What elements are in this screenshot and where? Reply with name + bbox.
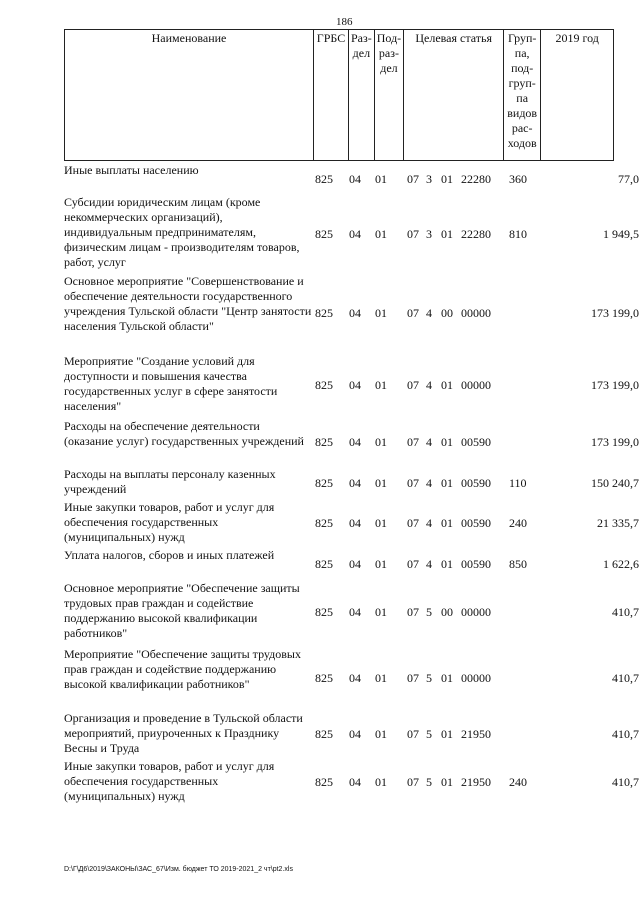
row-grbs: 825 xyxy=(315,227,333,241)
row-cs-subprogram: 5 xyxy=(426,671,432,685)
header-grbs: ГРБС xyxy=(314,30,349,161)
row-razdel: 04 xyxy=(349,727,361,741)
row-name: Основное мероприятие "Совершенствование и обеспечение деятельности государственного учреждения Тульской области "Центр занятости населения Тульской области" xyxy=(64,274,312,333)
row-podrazdel: 01 xyxy=(375,476,387,490)
row-cs-direction: 21950 xyxy=(461,727,491,741)
row-name: Субсидии юридическим лицам (кроме некоммерческих организаций), индивидуальным предпринимателям, физическим лицам - производителям товаров, работ, услуг xyxy=(64,195,300,269)
row-podrazdel: 01 xyxy=(375,378,387,392)
row-cs-program: 07 xyxy=(407,227,419,241)
row-grbs: 825 xyxy=(315,671,333,685)
row-name: Иные выплаты населению xyxy=(64,163,199,177)
row-cs-subprogram: 5 xyxy=(426,775,432,789)
header-name: Наименование xyxy=(65,30,314,161)
row-cs-program: 07 xyxy=(407,671,419,685)
row-vid: 360 xyxy=(509,172,527,186)
row-grbs: 825 xyxy=(315,516,333,530)
row-cs-program: 07 xyxy=(407,172,419,186)
row-sum: 410,7 xyxy=(612,727,639,741)
row-name: Иные закупки товаров, работ и услуг для обеспечения государственных (муниципальных) нужд xyxy=(64,759,275,803)
row-podrazdel: 01 xyxy=(375,227,387,241)
row-name: Расходы на обеспечение деятельности (оказание услуг) государственных учреждений xyxy=(64,419,304,448)
row-cs-event: 01 xyxy=(441,516,453,530)
row-podrazdel: 01 xyxy=(375,727,387,741)
row-razdel: 04 xyxy=(349,172,361,186)
row-sum: 173 199,0 xyxy=(591,306,639,320)
row-cs-subprogram: 4 xyxy=(426,476,432,490)
row-cs-event: 01 xyxy=(441,227,453,241)
row-podrazdel: 01 xyxy=(375,306,387,320)
row-razdel: 04 xyxy=(349,671,361,685)
row-cs-program: 07 xyxy=(407,476,419,490)
row-sum: 21 335,7 xyxy=(597,516,639,530)
row-razdel: 04 xyxy=(349,306,361,320)
row-razdel: 04 xyxy=(349,476,361,490)
header-target-article: Целевая статья xyxy=(404,30,504,161)
row-cs-direction: 22280 xyxy=(461,227,491,241)
row-sum: 150 240,7 xyxy=(591,476,639,490)
row-cs-subprogram: 5 xyxy=(426,727,432,741)
file-path-footer: D:\Г\Д6\2019\ЗАКОНЫ\ЗАС_67\Изм. бюджет ТО 2019-2021_2 чт\pt2.xls xyxy=(64,866,293,873)
row-cs-subprogram: 4 xyxy=(426,378,432,392)
row-cs-direction: 21950 xyxy=(461,775,491,789)
row-grbs: 825 xyxy=(315,306,333,320)
row-cs-event: 01 xyxy=(441,378,453,392)
row-cs-event: 01 xyxy=(441,775,453,789)
row-cs-direction: 00590 xyxy=(461,435,491,449)
row-podrazdel: 01 xyxy=(375,605,387,619)
row-cs-event: 01 xyxy=(441,172,453,186)
row-grbs: 825 xyxy=(315,727,333,741)
header-razdel: Раз- дел xyxy=(349,30,375,161)
row-cs-subprogram: 5 xyxy=(426,605,432,619)
row-name: Мероприятие "Обеспечение защиты трудовых прав граждан и содействие поддержанию высокой квалификации работников" xyxy=(64,647,301,691)
row-cs-direction: 00590 xyxy=(461,516,491,530)
row-cs-program: 07 xyxy=(407,435,419,449)
row-grbs: 825 xyxy=(315,557,333,571)
row-podrazdel: 01 xyxy=(375,435,387,449)
row-podrazdel: 01 xyxy=(375,172,387,186)
row-cs-direction: 00000 xyxy=(461,306,491,320)
header-vid: Груп- па, под- груп- па видов рас- ходов xyxy=(504,30,541,161)
row-cs-program: 07 xyxy=(407,557,419,571)
row-sum: 173 199,0 xyxy=(591,435,639,449)
row-cs-program: 07 xyxy=(407,516,419,530)
row-cs-direction: 00000 xyxy=(461,671,491,685)
row-grbs: 825 xyxy=(315,476,333,490)
row-sum: 173 199,0 xyxy=(591,378,639,392)
row-cs-program: 07 xyxy=(407,306,419,320)
table-header xyxy=(64,29,614,161)
row-grbs: 825 xyxy=(315,172,333,186)
page-number: 186 xyxy=(336,16,353,28)
row-razdel: 04 xyxy=(349,775,361,789)
row-razdel: 04 xyxy=(349,605,361,619)
row-sum: 410,7 xyxy=(612,671,639,685)
row-razdel: 04 xyxy=(349,378,361,392)
row-cs-direction: 00000 xyxy=(461,605,491,619)
row-cs-direction: 00590 xyxy=(461,557,491,571)
row-cs-program: 07 xyxy=(407,378,419,392)
row-razdel: 04 xyxy=(349,227,361,241)
row-cs-subprogram: 3 xyxy=(426,172,432,186)
row-razdel: 04 xyxy=(349,435,361,449)
row-razdel: 04 xyxy=(349,557,361,571)
row-cs-direction: 00590 xyxy=(461,476,491,490)
row-cs-subprogram: 4 xyxy=(426,435,432,449)
row-sum: 1 949,5 xyxy=(603,227,639,241)
row-cs-program: 07 xyxy=(407,605,419,619)
row-cs-event: 00 xyxy=(441,306,453,320)
row-sum: 77,0 xyxy=(618,172,639,186)
row-name: Организация и проведение в Тульской области мероприятий, приуроченных к Празднику Весны и Труда xyxy=(64,711,303,755)
row-grbs: 825 xyxy=(315,435,333,449)
row-podrazdel: 01 xyxy=(375,775,387,789)
row-cs-subprogram: 3 xyxy=(426,227,432,241)
row-cs-event: 01 xyxy=(441,671,453,685)
row-podrazdel: 01 xyxy=(375,557,387,571)
row-cs-event: 01 xyxy=(441,557,453,571)
row-podrazdel: 01 xyxy=(375,671,387,685)
row-name: Уплата налогов, сборов и иных платежей xyxy=(64,548,275,562)
row-podrazdel: 01 xyxy=(375,516,387,530)
row-cs-direction: 00000 xyxy=(461,378,491,392)
row-cs-subprogram: 4 xyxy=(426,306,432,320)
row-vid: 850 xyxy=(509,557,527,571)
row-name: Основное мероприятие "Обеспечение защиты трудовых прав граждан и содействие поддержанию высокой квалификации работников" xyxy=(64,581,300,640)
row-cs-subprogram: 4 xyxy=(426,516,432,530)
row-name: Иные закупки товаров, работ и услуг для обеспечения государственных (муниципальных) нужд xyxy=(64,500,275,544)
header-podrazdel: Под- раз- дел xyxy=(374,30,403,161)
row-razdel: 04 xyxy=(349,516,361,530)
row-sum: 1 622,6 xyxy=(603,557,639,571)
row-vid: 110 xyxy=(509,476,527,490)
row-cs-event: 01 xyxy=(441,727,453,741)
row-cs-direction: 22280 xyxy=(461,172,491,186)
row-sum: 410,7 xyxy=(612,775,639,789)
header-year: 2019 год xyxy=(541,30,614,161)
row-cs-program: 07 xyxy=(407,727,419,741)
row-cs-program: 07 xyxy=(407,775,419,789)
row-grbs: 825 xyxy=(315,775,333,789)
row-vid: 240 xyxy=(509,775,527,789)
row-cs-event: 01 xyxy=(441,435,453,449)
row-sum: 410,7 xyxy=(612,605,639,619)
row-vid: 810 xyxy=(509,227,527,241)
row-name: Расходы на выплаты персоналу казенных учреждений xyxy=(64,467,276,496)
row-vid: 240 xyxy=(509,516,527,530)
row-cs-subprogram: 4 xyxy=(426,557,432,571)
row-name: Мероприятие "Создание условий для доступности и повышения качества государственных услуг в сфере занятости населения" xyxy=(64,354,278,413)
row-cs-event: 01 xyxy=(441,476,453,490)
row-grbs: 825 xyxy=(315,378,333,392)
row-cs-event: 00 xyxy=(441,605,453,619)
row-grbs: 825 xyxy=(315,605,333,619)
